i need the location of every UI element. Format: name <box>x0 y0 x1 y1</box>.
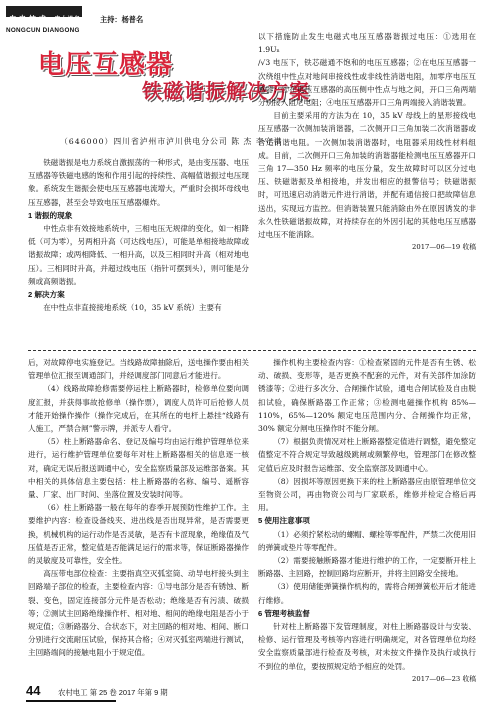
paragraph: （3）使用储能弹簧操作机构的，需将合闸弹簧松开后才能进行维修。 <box>258 582 476 605</box>
paragraph: （5）柱上断路器命名、登记及编号均由运行维护管理单位来进行，运行维护管理单位要每年对柱上断路器相关的信息逐一核对，确定无误后报送调通中心，安全监察质量部及运维部备案。其中相关的具体信息主要包括：柱上断路器的名称、编号、遥断容量、厂家、出厂时间、坐落位置及安装时间等。 <box>28 437 249 500</box>
left-top-column <box>28 156 249 314</box>
paragraph: 操作机构主要检查内容：①检查紧固的元件是否有生锈、松动、破损、变形等，是否更换不配套的元件，对有关部件加涂防锈漆等；②进行多次分、合闸操作试验，通电合闸试验及自由脱扣试验，确保断路器工作正常；③检测电磁操作机构 85%—110%，65%—120% 额定电压范围内分、合闸操作均正常，30% 额定分闸电压操作时不能分闸。 <box>258 358 476 434</box>
paragraph: 铁磁谐振是电力系统自激振荡的一种形式，是由变压器、电压互感器等铁磁电感的饱和作用引起的持续性、高幅值谐振过电压现象。系统发生谐振会使电压互感器电流增大，严重时会损坏母线电压互感器，甚至会导致电压互感器爆炸。 <box>28 158 249 207</box>
paragraph: （2）需要接触断路器才能进行维护的工作，一定要断开柱上断路器、主回路，控制回路均应断开，并将主回路安全接地。 <box>258 556 476 579</box>
paragraph: 后，对故障停电实施登记。当线路故障抽除后，送电操作要由相关管理单位汇报至调通部门，并经调度部门同意后才能进行。 <box>28 358 249 381</box>
article-divider <box>28 350 476 351</box>
section-label-en: NONGCUN DIANGONG <box>6 27 80 34</box>
received-date: 2017—06—23 收稿 <box>412 674 476 683</box>
article-title: 电压互感器 <box>38 50 174 80</box>
section-header <box>6 6 82 23</box>
right-top-column <box>258 30 476 254</box>
paragraph: 目前主要采用的方法为在 10，35 kV 母线上的星形接线电压互感器一次侧加装消谐器，二次侧开口三角加装二次消谐器或合适消谐电阻。一次侧加装消谐器时，电阻器采用线性材料组成。目前，二次侧开口三角加装的消谐器能检测电压互感器开口三角 17—350 Hz 频率的电压分量，发生故障时可以区分过电压、铁磁谐振及单相接地，并发出相应的报警信号；铁磁谐振时，可迅速启动消谐元件进行消谐，并配有通信接口把故障信息送出，实现远方监控。但消谐装置只能消除由外在原因诱发的非永久性铁磁谐振故障，对持续存在的外因引起的其他电压互感器过电压不能消除。 <box>258 111 476 240</box>
paragraph: 中性点非有效接地系统中，三相电压无规律的变化，如一相降低（可为零），另两相升高（可达线电压），可能是单相接地故障或谐振故障；或两相降低、一相升高，以及三相同时升高（相对地电压）。三相同时升高，并超过线电压（指针可摆到头），则可能是分频或高频谐振。 <box>28 224 249 286</box>
byline: （646000）四川省泸州市泸川供电分公司 陈 杰 李守祺 <box>60 137 283 146</box>
footer-rule <box>26 700 116 702</box>
paragraph: （1）必须拧紧松动的螺帽、螺栓等零配件，严禁二次使用旧的弹簧或垫片等零配件。 <box>258 529 476 552</box>
section-label: 农 电 技 术 <box>9 16 47 23</box>
page-number: 44 <box>26 683 41 698</box>
right-bottom-column <box>258 356 476 686</box>
received-date: 2017—06—19 收稿 <box>412 243 476 252</box>
section-heading: 6 管理考核监督 <box>258 608 310 618</box>
paragraph: （7）根据负责情况对柱上断路器整定值进行调整，避免整定值整定不符合规定导致越级跳闸或频繁停电，管理部门在修改整定值后应及时报告运维部、安全监察部及调通中心。 <box>258 437 476 473</box>
left-bottom-column <box>28 356 249 660</box>
paragraph: （4）线路故障抢修需要停运柱上断路器时，检修单位要向调度汇报，并获得事故抢修单（操作票），调度人员许可后抢修人员才能开始操作操作（操作完成后，在其所在的电杆上悬挂“线路有人施工，严禁合闸”警示牌，并派专人看守。 <box>28 384 249 434</box>
section-header-en <box>6 17 82 34</box>
paragraph: 高压带电部位检查：主要指真空灭弧室筒、动导电杆接头到主回路端子部位的检查，主要检查内容：①导电部分是否有锈蚀、断裂、变色，固定连接部分元件是否松动；绝缘是否有污渍、破损等；②测试主回路绝缘操作杆、相对地、相间的绝缘电阻是否小于规定值；③断路器分、合状态下，对主回路的相对地、相间、断口分别进行交流耐压试验，保持其合格；④对灭弧室两端进行测试，主回路端间的接触电阻小于规定值。 <box>28 569 249 658</box>
paragraph: 以下措施防止发生电磁式电压互感器谐振过电压：①选用在 1.9Uₙ <box>258 32 476 55</box>
paragraph: 在中性点非直接接地系统（10，35 kV 系统）主要有 <box>43 303 222 313</box>
editor-credit: 主持：杨普名 <box>100 15 144 24</box>
paragraph: （6）柱上断路器一般在每年的春季开展预防性维护工作。主要维护内容：检查设备线夹、进出线是否出现异常，是否需要更换，机械机构的运行动作是否灵敏，是否有卡涩现象，绝缘值及气压值是否正常，整定值是否能满足运行的需求等，保证断路器操作的灵敏度及可靠性，安全性。 <box>28 503 249 566</box>
paragraph: （8）因损坏等原因更换下来的柱上断路器应由原管理单位交至物资公司，再由物资公司与厂家联系，维修并检定合格后再用。 <box>258 476 476 513</box>
section-heading: 5 使用注意事项 <box>258 516 310 526</box>
section-heading: 2 解决方案 <box>28 290 65 300</box>
subsection-label: 电力设备 <box>54 17 81 23</box>
section-heading: 1 谐振的现象 <box>28 210 73 220</box>
journal-info: 农村电工 第 25 卷 2017 年第 9 期 <box>58 688 168 697</box>
paragraph: /√3 电压下，铁芯磁通不饱和的电压互感器；②在电压互感器一次绕组中性点对地间串接线性或非线性消谐电阻，加零序电压互感器；③在电压互感器的高压侧中性点与地之间，开口三角两端分别接入阻尼电阻；④电压互感器开口三角两端接入消谐装置。 <box>258 58 476 108</box>
article-subtitle: 铁磁谐振解决方案 <box>142 79 310 103</box>
paragraph: 针对柱上断路器下发管理制度，对柱上断路器设计与安装、检修、运行管理及考核等内容进行明确规定，对各管理单位均经安全监察质量部进行检查及考核，对未按文件操作及执行或执行不到位的单位，要按照规定给予相应的处罚。 <box>258 622 476 671</box>
